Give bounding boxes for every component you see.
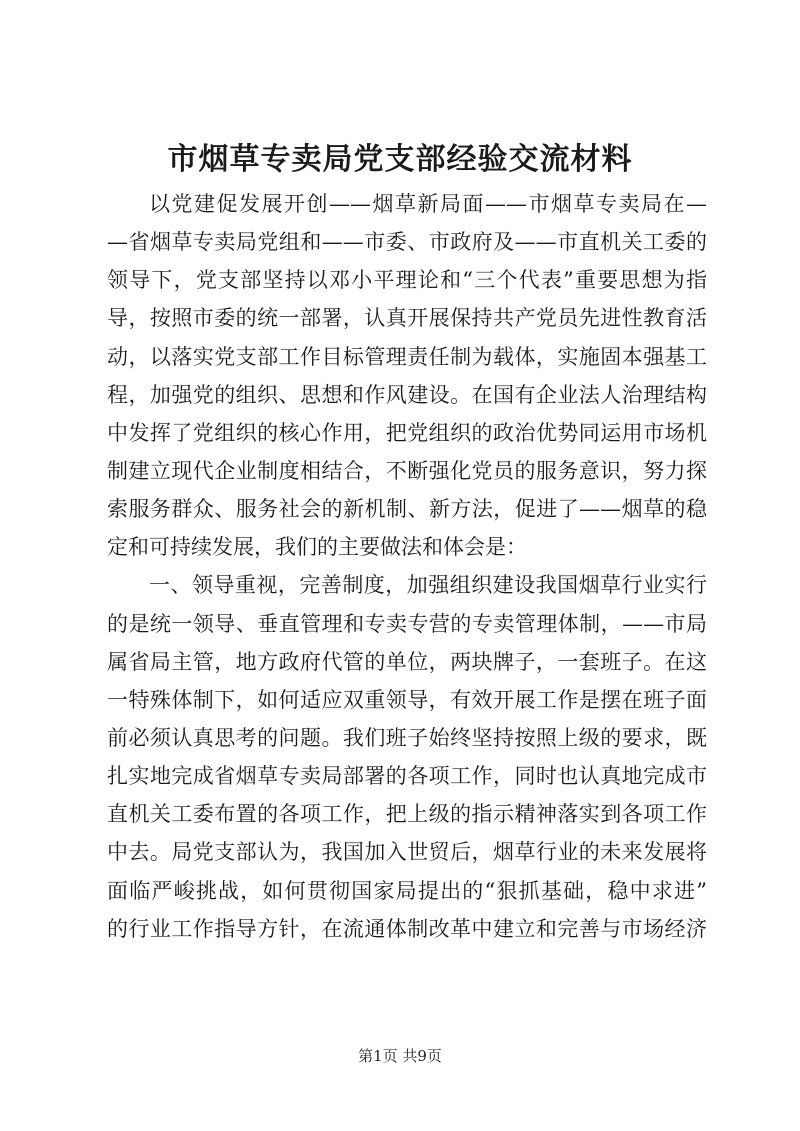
paragraph-line: 程，加强党的组织、思想和作风建设。在国有企业法人治理结构 [107,382,707,407]
paragraph-line: 直机关工委布置的各项工作，把上级的指示精神落实到各项工作 [107,802,707,827]
paragraph-line: 导，按照市委的统一部署，认真开展保持共产党员先进性教育活 [107,306,707,331]
paragraph-line: 的是统一领导、垂直管理和专卖专营的专卖管理体制，——市局 [107,611,707,636]
paragraph-line: 索服务群众、服务社会的新机制、新方法，促进了——烟草的稳 [107,497,707,522]
paragraph-line: 中发挥了党组织的核心作用，把党组织的政治优势同运用市场机 [107,420,707,445]
paragraph-line: 动，以落实党支部工作目标管理责任制为载体，实施固本强基工 [107,344,707,369]
paragraph-line: 以党建促发展开创——烟草新局面——市烟草专卖局在— [149,192,707,216]
page-number-footer: 第1页 共9页 [358,1047,442,1065]
paragraph-line: 一、领导重视，完善制度，加强组织建设我国烟草行业实行 [149,573,707,598]
paragraph-line: 中去。局党支部认为，我国加入世贸后，烟草行业的未来发展将 [107,840,707,865]
paragraph-line: 扎实地完成省烟草专卖局部署的各项工作，同时也认真地完成市 [107,764,707,789]
paragraph-line: 制建立现代企业制度相结合，不断强化党员的服务意识，努力探 [107,458,707,483]
paragraph-line: 面临严峻挑战，如何贯彻国家局提出的“狠抓基础，稳中求进” [107,878,707,903]
paragraph-line: 的行业工作指导方针，在流通体制改革中建立和完善与市场经济 [107,916,707,941]
paragraph-line: 定和可持续发展，我们的主要做法和体会是： [107,535,527,560]
paragraph-line: 属省局主管，地方政府代管的单位，两块牌子，一套班子。在这 [107,649,707,674]
paragraph-line: 前必须认真思考的问题。我们班子始终坚持按照上级的要求，既 [107,725,707,750]
paragraph-line: 领导下，党支部坚持以邓小平理论和“三个代表”重要思想为指 [107,268,707,293]
document-title: 市烟草专卖局党支部经验交流材料 [167,142,633,177]
paragraph-line: 一特殊体制下，如何适应双重领导，有效开展工作是摆在班子面 [107,687,707,712]
document-body [107,185,707,948]
paragraph-line: —省烟草专卖局党组和——市委、市政府及——市直机关工委的 [107,230,707,255]
